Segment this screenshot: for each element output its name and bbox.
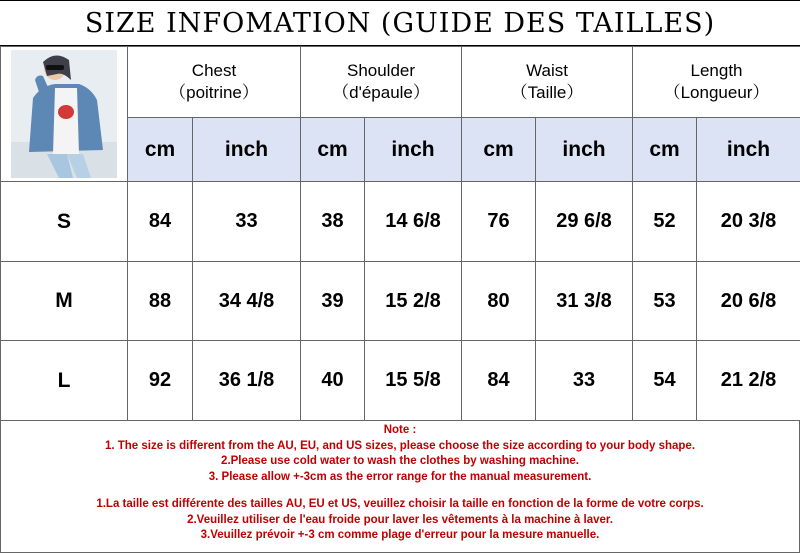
unit-inch: inch bbox=[697, 118, 800, 182]
value-cell: 20 6/8 bbox=[697, 262, 800, 341]
note-fr-3: 3.Veuillez prévoir +-3 cm comme plage d'erreur pour la mesure manuelle. bbox=[200, 529, 600, 541]
value-cell: 15 5/8 bbox=[365, 341, 462, 421]
table-row bbox=[1, 341, 800, 421]
value-cell: 39 bbox=[301, 262, 365, 341]
notes-section bbox=[0, 420, 800, 553]
note-en-2: 2.Please use cold water to wash the clothes by washing machine. bbox=[221, 455, 579, 467]
value-cell: 84 bbox=[462, 341, 536, 421]
value-cell: 54 bbox=[633, 341, 697, 421]
value-cell: 76 bbox=[462, 182, 536, 262]
header-length bbox=[633, 47, 800, 118]
header-shoulder bbox=[301, 47, 462, 118]
value-cell: 15 2/8 bbox=[365, 262, 462, 341]
value-cell: 14 6/8 bbox=[365, 182, 462, 262]
size-table bbox=[0, 46, 800, 421]
value-cell: 40 bbox=[301, 341, 365, 421]
value-cell: 33 bbox=[536, 341, 633, 421]
table-row bbox=[1, 182, 800, 262]
value-cell: 20 3/8 bbox=[697, 182, 800, 262]
header-shoulder-fr: （d'épaule） bbox=[332, 83, 430, 102]
value-cell: 21 2/8 bbox=[697, 341, 800, 421]
value-cell: 84 bbox=[128, 182, 193, 262]
value-cell: 80 bbox=[462, 262, 536, 341]
note-fr-1: 1.La taille est différente des tailles AU, EU et US, veuillez choisir la taille en fonction de la forme de votre corps. bbox=[96, 498, 704, 510]
table-row bbox=[1, 262, 800, 341]
value-cell: 33 bbox=[193, 182, 301, 262]
unit-cm: cm bbox=[301, 118, 365, 182]
unit-cm: cm bbox=[462, 118, 536, 182]
header-waist-fr: （Taille） bbox=[510, 83, 584, 102]
model-photo bbox=[11, 50, 117, 178]
header-length-en: Length bbox=[690, 61, 743, 80]
notes-heading: Note : bbox=[383, 424, 417, 436]
unit-inch: inch bbox=[193, 118, 301, 182]
header-chest-en: Chest bbox=[191, 61, 237, 80]
unit-inch: inch bbox=[536, 118, 633, 182]
header-waist-en: Waist bbox=[526, 61, 568, 80]
value-cell: 29 6/8 bbox=[536, 182, 633, 262]
page-title: SIZE INFOMATION (GUIDE DES TAILLES) bbox=[0, 0, 800, 46]
note-fr-2: 2.Veuillez utiliser de l'eau froide pour laver les vêtements à la machine à laver. bbox=[187, 513, 613, 526]
size-label: M bbox=[1, 262, 128, 341]
note-en-1: 1. The size is different from the AU, EU, and US sizes, please choose the size according to your body shape. bbox=[104, 439, 696, 452]
note-en-3: 3. Please allow +-3cm as the error range for the manual measurement. bbox=[208, 470, 592, 483]
unit-cm: cm bbox=[128, 118, 193, 182]
value-cell: 52 bbox=[633, 182, 697, 262]
value-cell: 34 4/8 bbox=[193, 262, 301, 341]
header-length-fr: （Longueur） bbox=[663, 83, 770, 102]
value-cell: 88 bbox=[128, 262, 193, 341]
unit-cm: cm bbox=[633, 118, 697, 182]
value-cell: 53 bbox=[633, 262, 697, 341]
header-chest bbox=[128, 47, 301, 118]
value-cell: 36 1/8 bbox=[193, 341, 301, 421]
header-chest-fr: （poitrine） bbox=[169, 83, 259, 102]
notes-spacer bbox=[1, 485, 799, 497]
size-label: S bbox=[1, 182, 128, 262]
header-waist bbox=[462, 47, 633, 118]
value-cell: 92 bbox=[128, 341, 193, 421]
size-label: L bbox=[1, 341, 128, 421]
unit-inch: inch bbox=[365, 118, 462, 182]
header-shoulder-en: Shoulder bbox=[346, 61, 416, 80]
value-cell: 38 bbox=[301, 182, 365, 262]
model-photo-cell bbox=[1, 47, 128, 182]
value-cell: 31 3/8 bbox=[536, 262, 633, 341]
